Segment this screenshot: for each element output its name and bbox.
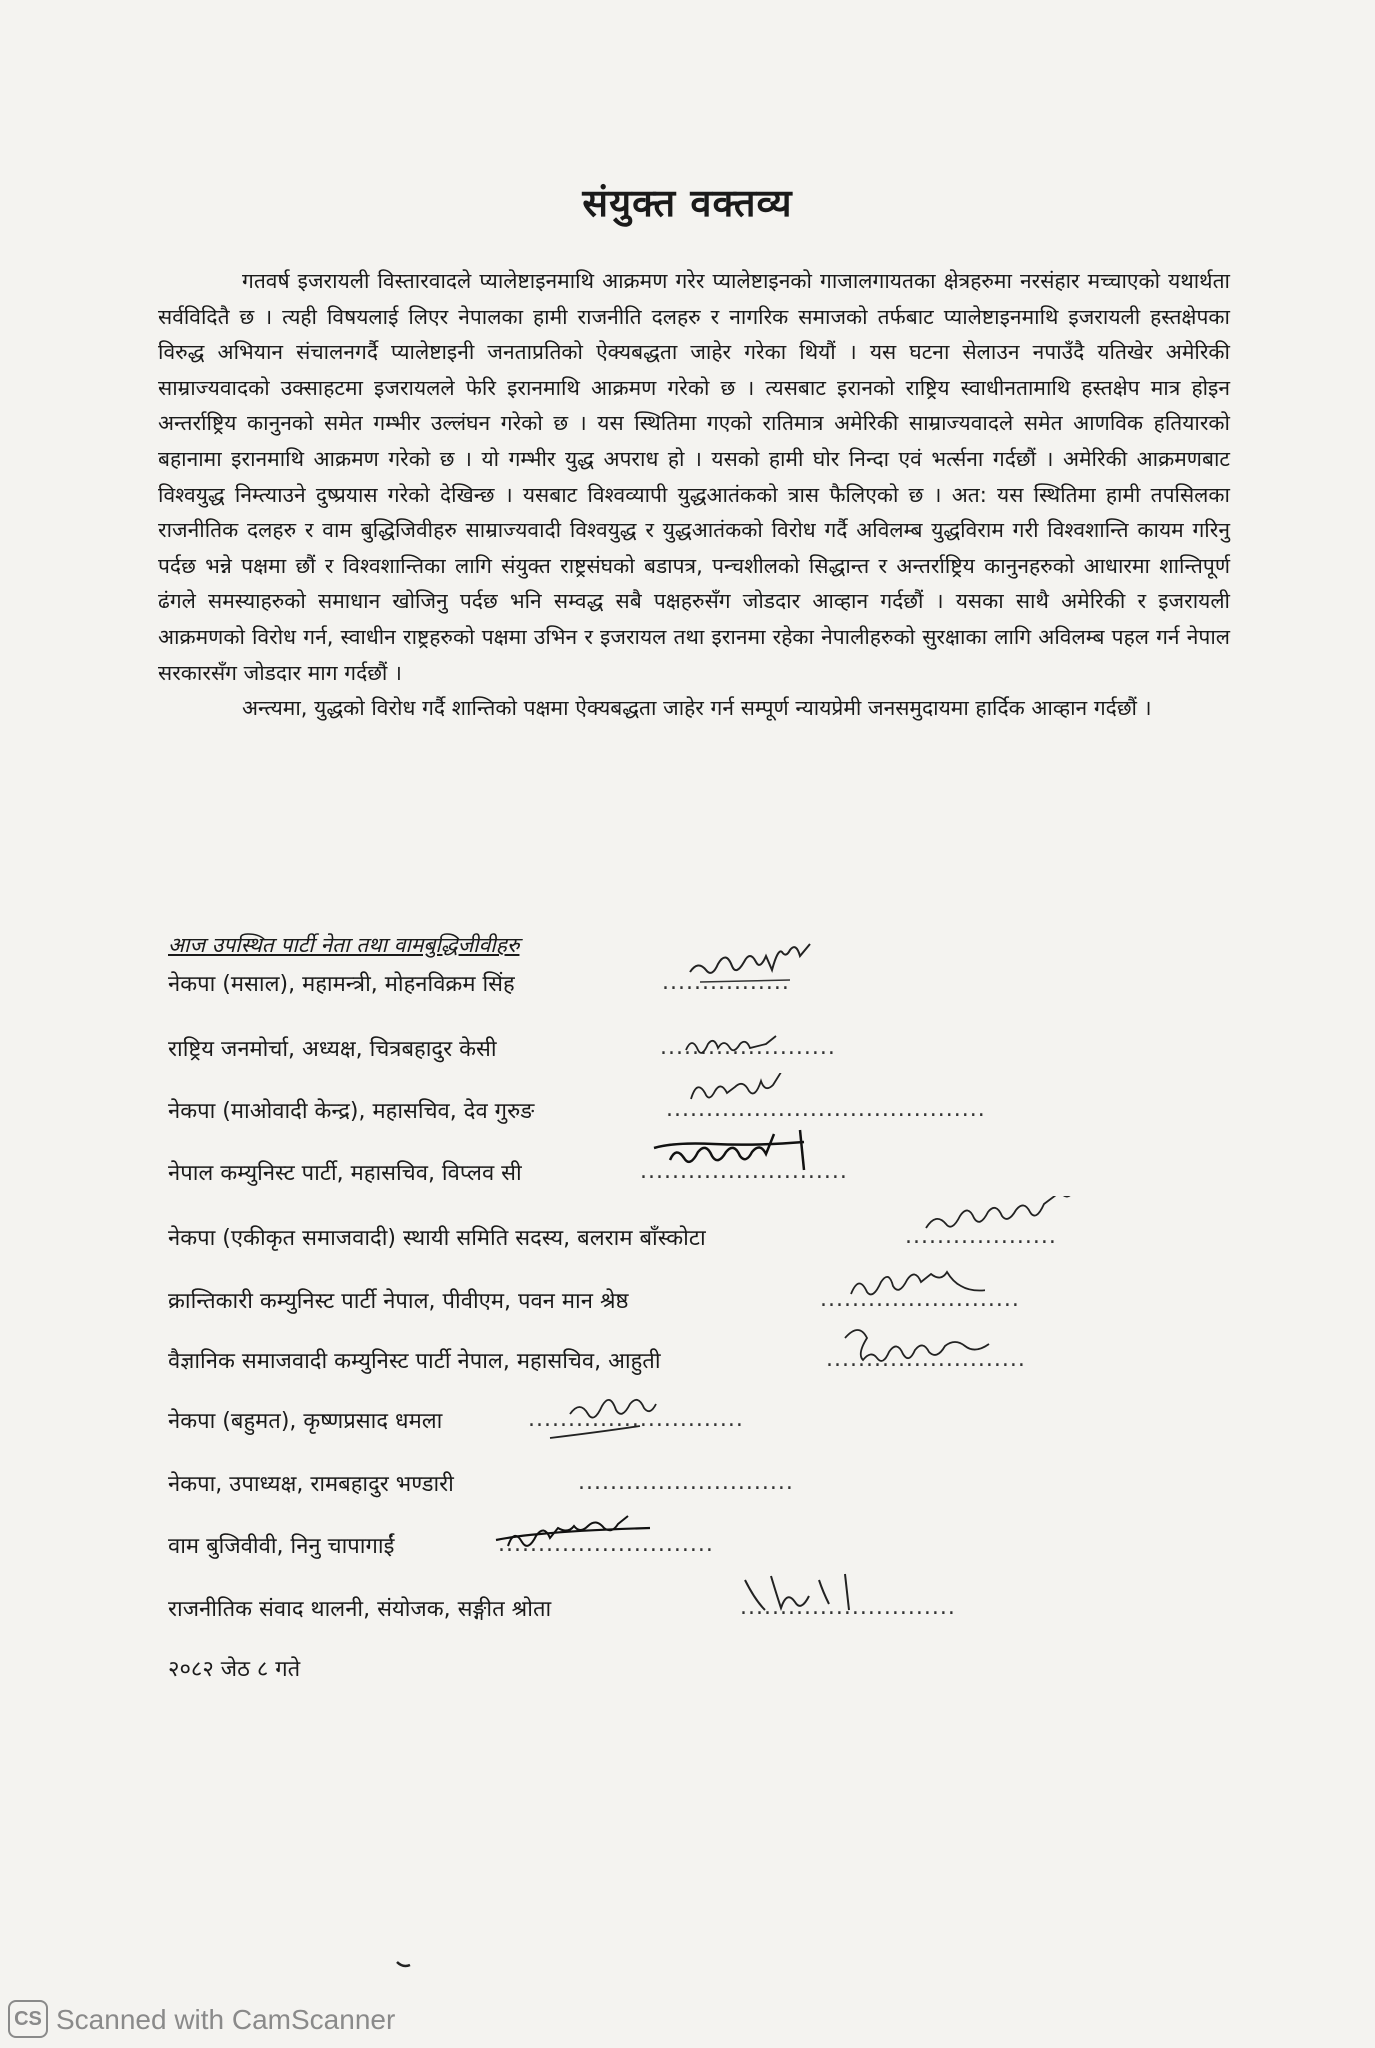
stray-ink-mark xyxy=(396,1960,412,1970)
handwritten-signature-5 xyxy=(920,1196,1090,1241)
signatory-row xyxy=(168,1468,454,1498)
signature-line: ......................... xyxy=(820,1287,1020,1312)
handwritten-signature-2 xyxy=(680,1030,790,1060)
signatory-row xyxy=(168,1345,661,1375)
signatory-name: नेकपा (मसाल), महामन्त्री, मोहनविक्रम सिंह xyxy=(168,972,515,997)
signature-line: ........................... xyxy=(578,1470,794,1495)
scanner-watermark: Scanned with CamScanner xyxy=(56,2004,396,2035)
signatory-row xyxy=(168,1222,706,1252)
signatories-heading: आज उपस्थित पार्टी नेता तथा वामबुद्धिजीवीहरु xyxy=(168,933,520,957)
handwritten-signature-10 xyxy=(735,1560,885,1620)
handwritten-signature-1 xyxy=(680,940,830,990)
signatory-row xyxy=(168,1095,534,1125)
handwritten-signature-4 xyxy=(640,1120,840,1180)
statement-paragraph-2: अन्त्यमा, युद्धको विरोध गर्दै शान्तिको पक्षमा ऐक्यबद्धता जाहेर गर्न सम्पूर्ण न्यायप्रेमी जनसमुदायमा हार्दिक आव्हान गर्दछौं । xyxy=(242,696,1152,721)
signatory-row xyxy=(168,968,515,998)
handwritten-signature-3 xyxy=(685,1073,815,1113)
signatory-name: राजनीतिक संवाद थालनी, संयोजक, सङ्गीत श्रोता xyxy=(168,1597,552,1622)
document-date: २०८२ जेठ ८ गते xyxy=(168,1657,301,1682)
signatory-row xyxy=(168,1405,442,1435)
handwritten-signature-6 xyxy=(845,1260,985,1310)
camscanner-logo: CS xyxy=(8,2000,48,2038)
signature-line: ........................................ xyxy=(666,1097,986,1122)
signatory-row xyxy=(168,1530,394,1560)
signature-line: ......................... xyxy=(826,1347,1026,1372)
signatory-name: वाम बुजिवीवी, निनु चापागाईं xyxy=(168,1534,395,1559)
signatory-name: क्रान्तिकारी कम्युनिस्ट पार्टी नेपाल, पीवीएम, पवन मान श्रेष्ठ xyxy=(168,1289,629,1314)
document-title: संयुक्त वक्तव्य xyxy=(582,181,793,225)
signature-line: ................ xyxy=(662,970,790,995)
handwritten-signature-7 xyxy=(835,1318,995,1373)
signatory-name: नेपाल कम्युनिस्ट पार्टी, महासचिव, विप्लव सी xyxy=(168,1161,522,1186)
statement-paragraph-1: गतवर्ष इजरायली विस्तारवादले प्यालेष्टाइनमाथि आक्रमण गरेर प्यालेष्टाइनको गाजालगायतका क्षेत्रहरुमा नरसंहार मच्चाएको यथार्थता सर्वविदितै छ । त्यही विषयलाई लिएर नेपालका हामी राजनीति दलहरु र नागरिक समाजको तर्फबाट प्यालेष्टाइनमाथि इजरायली हस्तक्षेपका विरुद्ध अभियान संचालनगर्दै प्यालेष्टाइनी जनताप्रतिको ऐक्यबद्धता जाहेर गरेका थियौं । यस घटना सेलाउन नपाउँदै यतिखेर अमेरिकी साम्राज्यवादको उक्साहटमा इजरायलले फेरि इरानमाथि आक्रमण गरेको छ । त्यसबाट इरानको राष्ट्रिय स्वाधीनतामाथि हस्तक्षेप मात्र होइन अन्तर्राष्ट्रिय कानुनको समेत गम्भीर उल्लंघन गरेको छ । यस स्थितिमा गएको रातिमात्र अमेरिकी साम्राज्यवादले समेत आणविक हतियारको बहानामा इरानमाथि आक्रमण गरेको छ । यो गम्भीर युद्ध अपराध हो । यसको हामी घोर निन्दा एवं भर्त्सना गर्दछौं । अमेरिकी आक्रमणबाट विश्वयुद्ध निम्त्याउने दुष्प्रयास गरेको देखिन्छ । यसबाट विश्वव्यापी युद्धआतंकको त्रास फैलिएको छ । अत: यस स्थितिमा हामी तपसिलका राजनीतिक दलहरु र वाम बुद्धिजिवीहरु साम्राज्यवादी विश्वयुद्ध र युद्धआतंकको विरोध गर्दै अविलम्ब युद्धविराम गरी विश्वशान्ति कायम गरिनु पर्दछ भन्ने पक्षमा छौं र विश्वशान्तिका लागि संयुक्त राष्ट्रसंघको बडापत्र, पन्चशीलको सिद्धान्त र अन्तर्राष्ट्रिय कानुनहरुको आधारमा शान्तिपूर्ण ढंगले समस्याहरुको समाधान खोजिनु पर्दछ भनि सम्वद्ध सबै पक्षहरुसँग जोडदार आव्हान गर्दछौं । यसका साथै अमेरिकी र इजरायली आक्रमणको विरोध गर्न, स्वाधीन राष्ट्रहरुको पक्षमा उभिन र इजरायल तथा इरानमा रहेका नेपालीहरुको सुरक्षाका लागि अविलम्ब पहल गर्न नेपाल सरकारसँग जोडदार माग गर्दछौं । xyxy=(158,269,1231,685)
statement-body xyxy=(158,264,1230,727)
signature-line: ................... xyxy=(905,1224,1057,1249)
signatory-name: नेकपा (एकीकृत समाजवादी) स्थायी समिति सदस्य, बलराम बाँस्कोटा xyxy=(168,1226,706,1251)
signature-line: .......................... xyxy=(640,1159,848,1184)
signatory-row xyxy=(168,1157,522,1187)
signatory-row xyxy=(168,1033,497,1063)
handwritten-signature-9 xyxy=(490,1506,670,1556)
signatory-name: नेकपा (माओवादी केन्द्र), महासचिव, देव गुरुङ xyxy=(168,1099,535,1124)
handwritten-signature-8 xyxy=(540,1388,710,1448)
signatory-name: राष्ट्रिय जनमोर्चा, अध्यक्ष, चित्रबहादुर केसी xyxy=(168,1037,497,1062)
signature-line: ...................... xyxy=(660,1035,836,1060)
signature-line: ........................... xyxy=(740,1595,956,1620)
signatory-name: नेकपा, उपाध्यक्ष, रामबहादुर भण्डारी xyxy=(168,1472,454,1497)
signature-line: ........................... xyxy=(498,1532,714,1557)
signatory-row xyxy=(168,1593,551,1623)
signatory-name: वैज्ञानिक समाजवादी कम्युनिस्ट पार्टी नेपाल, महासचिव, आहुती xyxy=(168,1349,661,1374)
signature-line: ........................... xyxy=(528,1407,744,1432)
signatory-row xyxy=(168,1285,628,1315)
signatory-name: नेकपा (बहुमत), कृष्णप्रसाद धमला xyxy=(168,1409,443,1434)
